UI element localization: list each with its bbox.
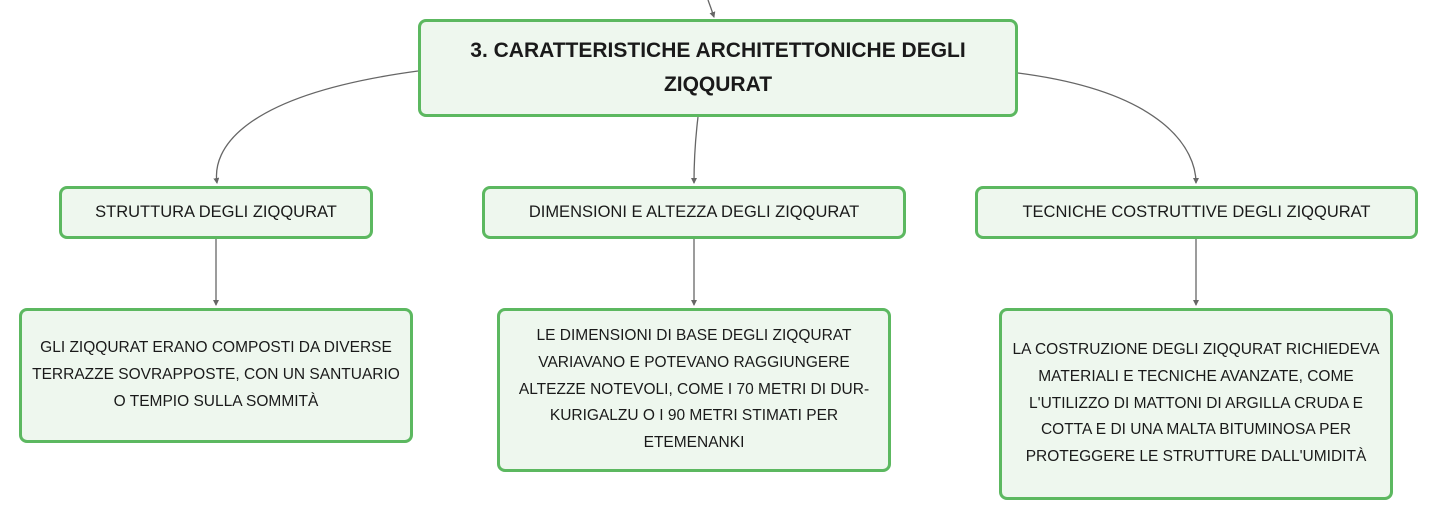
root-topic[interactable] bbox=[418, 19, 1018, 117]
topic-dimensioni[interactable] bbox=[482, 186, 906, 239]
topic-struttura[interactable] bbox=[59, 186, 373, 239]
topic-struttura-label: STRUTTURA DEGLI ZIQQURAT bbox=[95, 203, 337, 221]
detail-dimensioni[interactable] bbox=[497, 308, 891, 472]
connector-root-to-branch-3 bbox=[1018, 73, 1196, 183]
parent-connector bbox=[708, 0, 714, 17]
connector-root-to-branch-2 bbox=[694, 117, 698, 183]
topic-tecniche[interactable] bbox=[975, 186, 1418, 239]
detail-dimensioni-text: LE DIMENSIONI DI BASE DEGLI ZIQQURAT VARIAVANO E POTEVANO RAGGIUNGERE ALTEZZE NOTEVOLI, COME I 70 METRI DI DUR-KURIGALZU O I 90 METRI STIMATI PER ETEMENANKI bbox=[518, 327, 870, 452]
topic-tecniche-label: TECNICHE COSTRUTTIVE DEGLI ZIQQURAT bbox=[1022, 203, 1371, 221]
root-topic-label: 3. CARATTERISTICHE ARCHITETTONICHE DEGLI ZIQQURAT bbox=[470, 39, 966, 96]
topic-dimensioni-label: DIMENSIONI E ALTEZZA DEGLI ZIQQURAT bbox=[528, 203, 860, 221]
connector-root-to-branch-1 bbox=[216, 71, 418, 183]
detail-tecniche[interactable] bbox=[999, 308, 1393, 500]
detail-struttura-text: GLI ZIQQURAT ERANO COMPOSTI DA DIVERSE TERRAZZE SOVRAPPOSTE, CON UN SANTUARIO O TEMPIO SULLA SOMMITÀ bbox=[32, 339, 400, 410]
detail-struttura[interactable] bbox=[19, 308, 413, 443]
detail-tecniche-text: LA COSTRUZIONE DEGLI ZIQQURAT RICHIEDEVA MATERIALI E TECNICHE AVANZATE, COME L'UTILIZZO DI MATTONI DI ARGILLA CRUDA E COTTA E DI UNA MALTA BITUMINOSA PER PROTEGGERE LE STRUTTURE DALL'UMIDITÀ bbox=[1012, 341, 1380, 466]
